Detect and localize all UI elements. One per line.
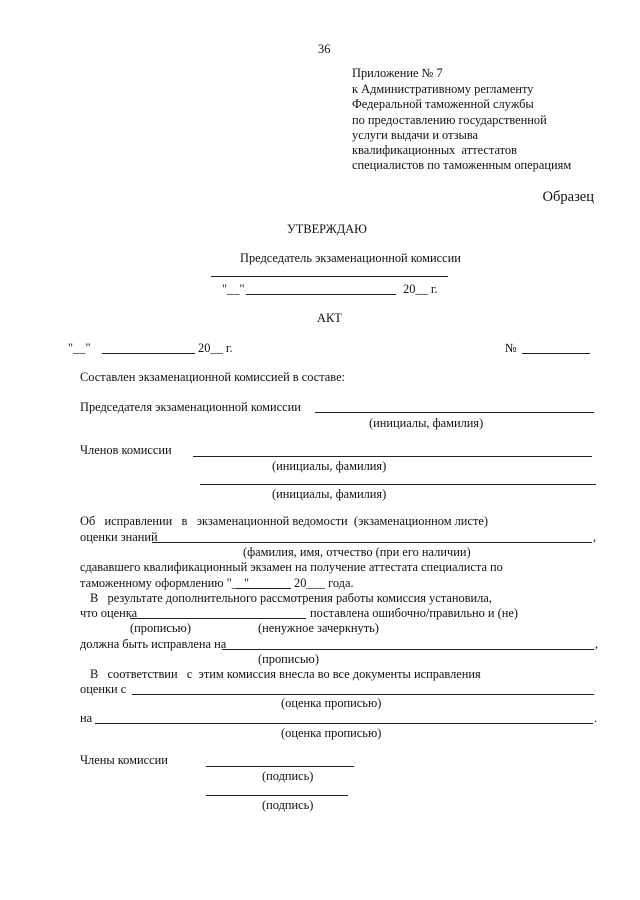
initials-caption: (инициалы, фамилия) xyxy=(272,487,387,501)
signature-caption: (подпись) xyxy=(262,769,314,783)
approve-heading: УТВЕРЖДАЮ xyxy=(287,222,367,236)
appendix-line: по предоставлению государственной xyxy=(352,113,547,127)
member-signature-1-line[interactable] xyxy=(206,766,354,767)
initials-caption: (инициалы, фамилия) xyxy=(272,459,387,473)
paragraph-line: сдававшего квалификационный экзамен на получение аттестата специалиста по xyxy=(80,560,503,574)
members-sign-label: Члены комиссии xyxy=(80,753,168,767)
paragraph-line: оценки знаний xyxy=(80,530,158,544)
paragraph-line: Об исправлении в экзаменационной ведомости (экзаменационном листе) xyxy=(80,514,488,528)
comma: , xyxy=(593,530,597,544)
grade-line[interactable] xyxy=(130,618,306,619)
paragraph-line: оценки с xyxy=(80,682,127,696)
chairman-signature-line[interactable] xyxy=(211,276,448,277)
paragraph-line: таможенному оформлению "__" xyxy=(80,576,250,590)
member-signature-2-line[interactable] xyxy=(206,795,348,796)
propisyu-caption: (прописью) xyxy=(258,652,319,666)
approve-date-day: "__" xyxy=(222,282,245,296)
paragraph-line: 20___ года. xyxy=(294,576,354,590)
corrected-grade-line[interactable] xyxy=(222,649,594,650)
comma: , xyxy=(595,637,599,651)
paragraph-line: что оценка xyxy=(80,606,138,620)
exam-month-line[interactable] xyxy=(236,588,291,589)
number-label: № xyxy=(505,341,517,355)
appendix-line: специалистов по таможенным операциям xyxy=(352,158,572,172)
paragraph-line: поставлена ошибочно/правильно и (не) xyxy=(310,606,519,620)
appendix-line: к Административному регламенту xyxy=(352,82,534,96)
fio-caption: (фамилия, имя, отчество (при его наличии) xyxy=(243,545,471,559)
period: . xyxy=(594,711,598,725)
sample-label: Образец xyxy=(542,189,594,205)
grade-caption: (оценка прописью) xyxy=(281,696,382,710)
act-date-month-line[interactable] xyxy=(102,353,195,354)
grade-to-line[interactable] xyxy=(95,723,593,724)
member-1-line[interactable] xyxy=(193,456,592,457)
paragraph-line: В соответствии с этим комиссия внесла во все документы исправления xyxy=(90,667,481,681)
initials-caption: (инициалы, фамилия) xyxy=(369,416,484,430)
chairman-label: Председатель экзаменационной комиссии xyxy=(240,251,461,265)
paragraph-line: на xyxy=(80,711,93,725)
appendix-line: Приложение № 7 xyxy=(352,66,443,80)
propisyu-caption: (прописью) xyxy=(130,621,191,635)
composed-text: Составлен экзаменационной комиссией в составе: xyxy=(80,370,346,384)
act-title: АКТ xyxy=(317,311,342,325)
act-number-line[interactable] xyxy=(522,353,590,354)
strike-caption: (ненужное зачеркнуть) xyxy=(258,621,379,635)
chair-name-line[interactable] xyxy=(315,412,594,413)
approve-date-year: 20__ г. xyxy=(403,282,438,296)
approve-date-month-line[interactable] xyxy=(246,294,396,295)
act-date-year: 20__ г. xyxy=(198,341,233,355)
candidate-name-line[interactable] xyxy=(152,542,592,543)
paragraph-line: должна быть исправлена на xyxy=(80,637,227,651)
member-2-line[interactable] xyxy=(200,484,596,485)
grade-caption: (оценка прописью) xyxy=(281,726,382,740)
paragraph-line: В результате дополнительного рассмотрения работы комиссия установила, xyxy=(90,591,492,605)
appendix-line: услуги выдачи и отзыва xyxy=(352,128,479,142)
signature-caption: (подпись) xyxy=(262,798,314,812)
grade-from-line[interactable] xyxy=(132,694,594,695)
act-date-day: "__" xyxy=(68,341,91,355)
page-number: 36 xyxy=(318,42,331,56)
members-label: Членов комиссии xyxy=(80,443,172,457)
chair-label: Председателя экзаменационной комиссии xyxy=(80,400,301,414)
appendix-line: квалификационных аттестатов xyxy=(352,143,517,157)
appendix-line: Федеральной таможенной службы xyxy=(352,97,534,111)
